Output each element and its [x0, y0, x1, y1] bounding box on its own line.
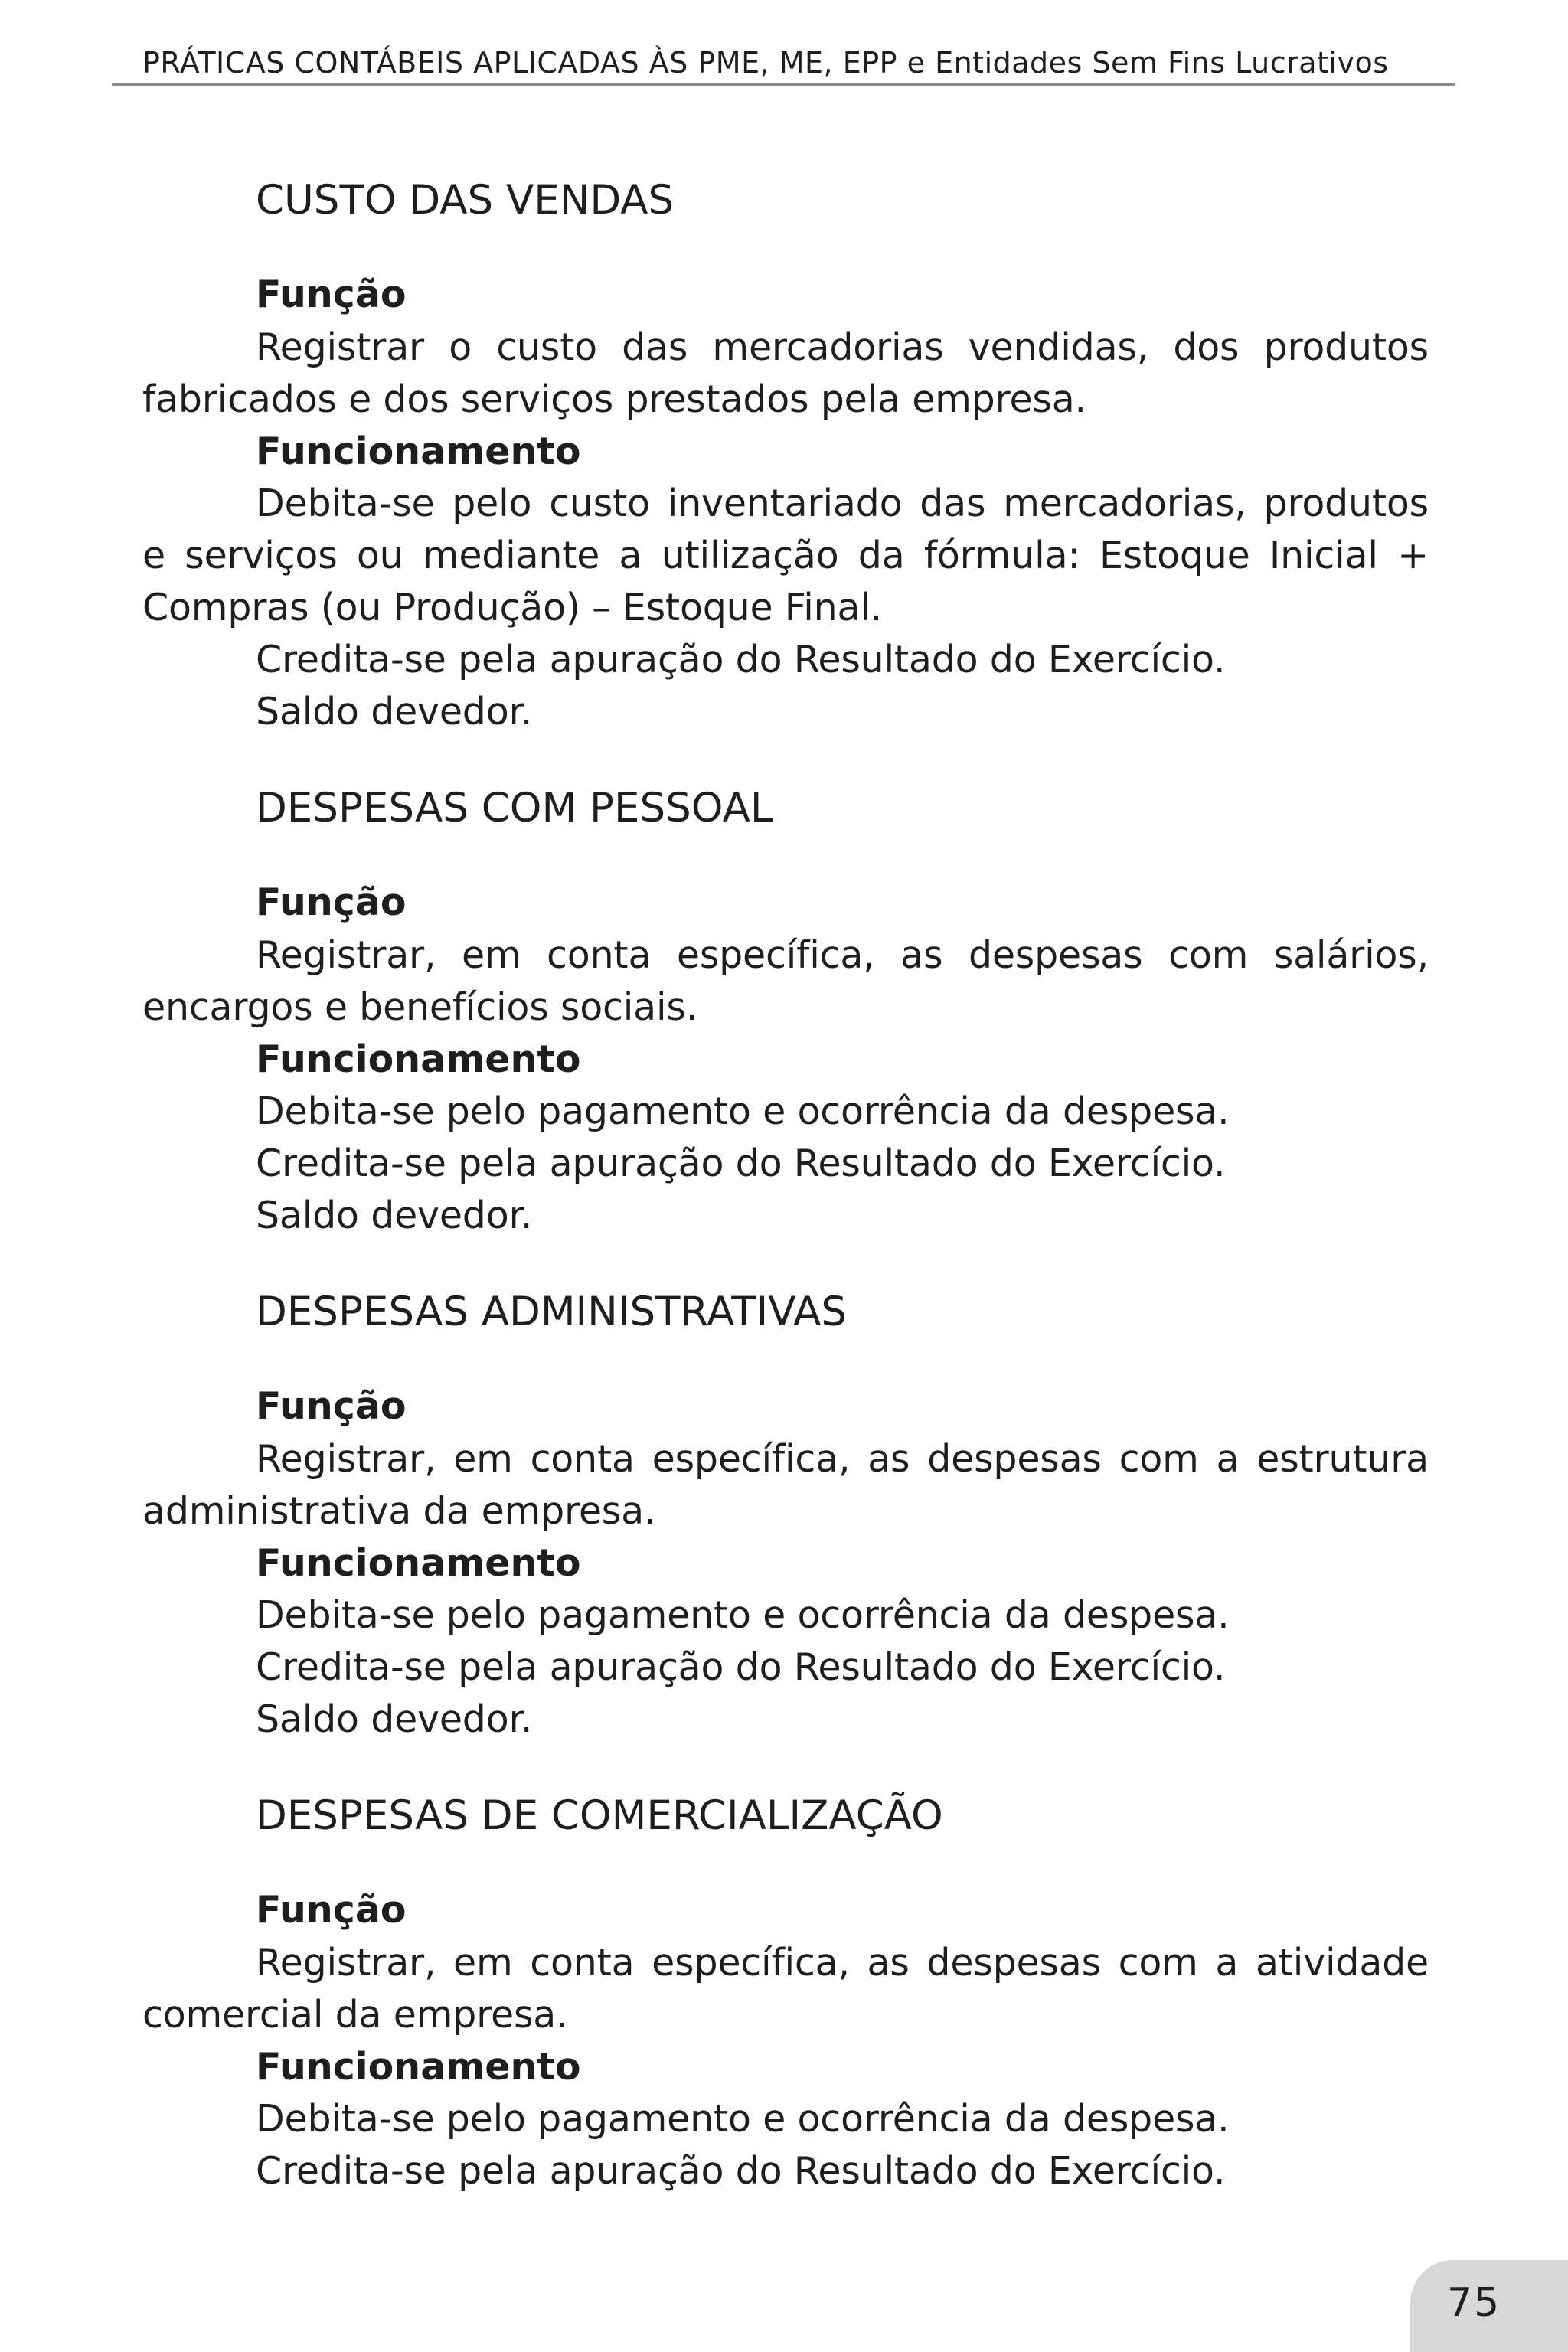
funcionamento-line: Credita-se pela apuração do Resultado do Exercício.: [256, 1142, 1226, 1185]
funcionamento-label: Funcionamento: [256, 2045, 581, 2089]
section-title: DESPESAS ADMINISTRATIVAS: [256, 1289, 848, 1335]
section-title: DESPESAS DE COMERCIALIZAÇÃO: [256, 1792, 943, 1839]
running-header-title: PRÁTICAS CONTÁBEIS APLICADAS ÀS PME, ME, EPP e Entidades Sem Fins Lucrativos: [142, 46, 1389, 80]
page-body: [142, 175, 1429, 2197]
section-despesas-de-comercializacao: [142, 1790, 1429, 2197]
section-title: CUSTO DAS VENDAS: [256, 177, 675, 224]
section-despesas-com-pessoal: [142, 782, 1429, 1242]
funcao-text: Registrar, em conta específica, as despesas com a estrutura administrativa da empresa.: [142, 1437, 1429, 1533]
funcao-label: Função: [256, 1888, 407, 1932]
funcao-text: Registrar, em conta específica, as despesas com a atividade comercial da empresa.: [142, 1941, 1429, 2037]
running-header: [112, 40, 1455, 86]
funcionamento-line: Saldo devedor.: [256, 1194, 533, 1237]
funcionamento-line: Credita-se pela apuração do Resultado do Exercício.: [256, 2149, 1226, 2193]
funcionamento-line: Debita-se pelo pagamento e ocorrência da despesa.: [256, 1089, 1230, 1133]
funcionamento-line: Debita-se pelo pagamento e ocorrência da despesa.: [256, 1593, 1230, 1637]
funcionamento-line: Credita-se pela apuração do Resultado do Exercício.: [256, 1645, 1226, 1689]
section-despesas-administrativas: [142, 1286, 1429, 1746]
funcionamento-line: Saldo devedor.: [256, 690, 533, 733]
page-number: 75: [1447, 2280, 1501, 2326]
funcionamento-label: Funcionamento: [256, 430, 581, 473]
funcionamento-line: Credita-se pela apuração do Resultado do Exercício.: [256, 638, 1226, 681]
section-title: DESPESAS COM PESSOAL: [256, 785, 773, 831]
page-number-tab: [1410, 2260, 1568, 2352]
funcao-text: Registrar o custo das mercadorias vendidas, dos produtos fabricados e dos serviços prestados pela empresa.: [142, 325, 1429, 421]
funcionamento-label: Funcionamento: [256, 1037, 581, 1081]
funcionamento-line: Debita-se pelo pagamento e ocorrência da despesa.: [256, 2097, 1230, 2141]
funcao-label: Função: [256, 1384, 407, 1428]
section-custo-das-vendas: [142, 175, 1429, 738]
funcao-text: Registrar, em conta específica, as despesas com salários, encargos e benefícios sociais.: [142, 933, 1429, 1029]
funcao-label: Função: [256, 273, 407, 316]
funcionamento-line: Debita-se pelo custo inventariado das mercadorias, produtos e serviços ou mediante a utilização da fórmula: Estoque Inicial + Compras (ou Produção) – Estoque Final.: [142, 482, 1429, 629]
funcao-label: Função: [256, 880, 407, 924]
funcionamento-line: Saldo devedor.: [256, 1697, 533, 1741]
funcionamento-label: Funcionamento: [256, 1541, 581, 1585]
